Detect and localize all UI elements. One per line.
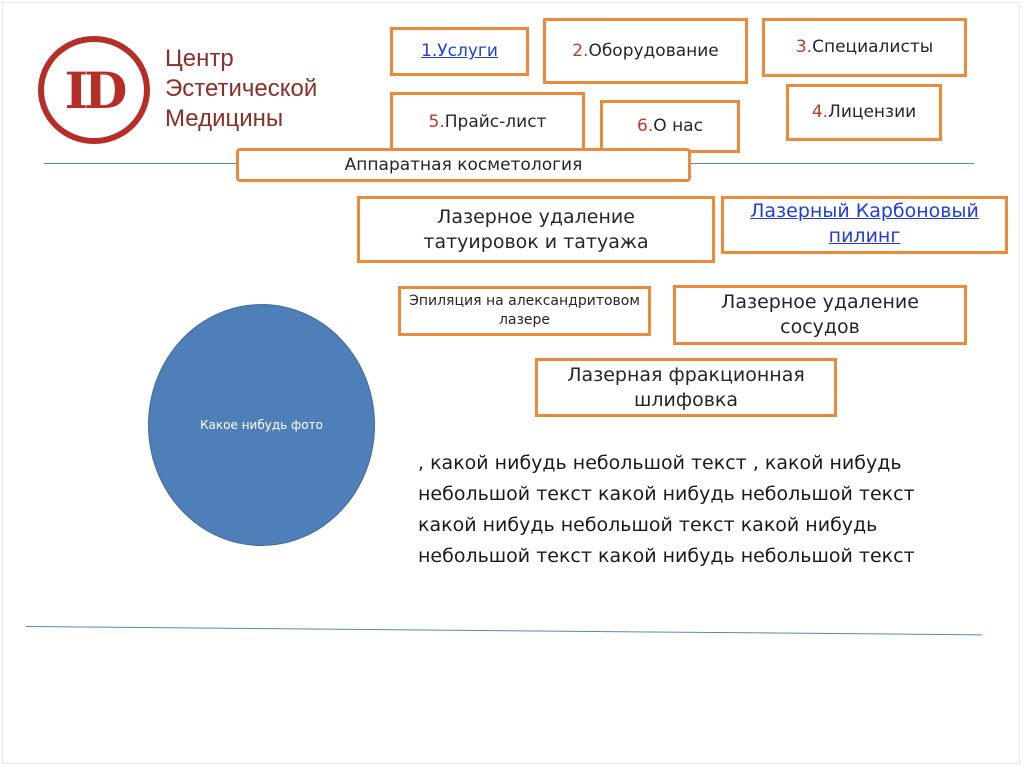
nav-item-specialists[interactable] [762, 18, 967, 77]
nav-label-equipment: Оборудование [588, 40, 719, 61]
section-title [236, 148, 691, 182]
nav-num-5: 5. [428, 111, 445, 132]
service-tattoo-removal[interactable] [357, 196, 715, 263]
service-epilation[interactable] [398, 286, 651, 336]
service-fractional-resurfacing[interactable] [535, 358, 837, 417]
nav-num-4: 4. [811, 102, 829, 123]
logo-emblem [38, 36, 150, 144]
service-fractional-label: Лазерная фракционная шлифовка [567, 363, 805, 411]
photo-placeholder-label: Какое нибудь фото [200, 418, 323, 432]
service-tattoo-label: Лазерное удаление татуировок и татуажа [423, 205, 649, 253]
nav-label-price-list: Прайс-лист [444, 111, 547, 132]
nav-num-3: 3. [795, 37, 813, 58]
service-carbon-peeling[interactable] [721, 196, 1008, 254]
nav-item-price-list[interactable] [390, 92, 585, 152]
body-text: , какой нибудь небольшой текст , какой нибудь небольшой текст какой нибудь небольшой текст какой нибудь небольшой текст какой нибудь небольшой текст какой нибудь небольшой текст [418, 452, 915, 567]
nav-item-equipment[interactable] [543, 18, 748, 84]
nav-label-about: О нас [653, 116, 703, 137]
logo-line-3: Медицины [165, 105, 284, 132]
service-vessel-removal[interactable] [673, 285, 967, 345]
service-carbon-link[interactable]: Лазерный Карбоновый пилинг [750, 200, 979, 247]
nav-num-6: 6. [637, 116, 654, 137]
logo-letters: ID [64, 60, 124, 120]
nav-num-2: 2. [572, 40, 589, 61]
service-epilation-label: Эпиляция на александритовом лазере [409, 293, 640, 328]
logo-line-2: Эстетической [165, 75, 318, 102]
nav-label-licenses: Лицензии [828, 102, 917, 123]
nav-label-specialists: Специалисты [812, 37, 934, 58]
logo-line-1: Центр [165, 45, 234, 72]
nav-item-services[interactable] [390, 27, 529, 76]
nav-item-about[interactable] [600, 100, 740, 153]
service-vessels-label: Лазерное удаление сосудов [721, 291, 919, 338]
photo-placeholder [148, 304, 375, 546]
nav-item-licenses[interactable] [786, 84, 942, 141]
nav-link-services[interactable]: 1.Услуги [421, 41, 498, 62]
logo-text [165, 44, 365, 134]
section-title-text: Аппаратная косметология [344, 154, 583, 175]
